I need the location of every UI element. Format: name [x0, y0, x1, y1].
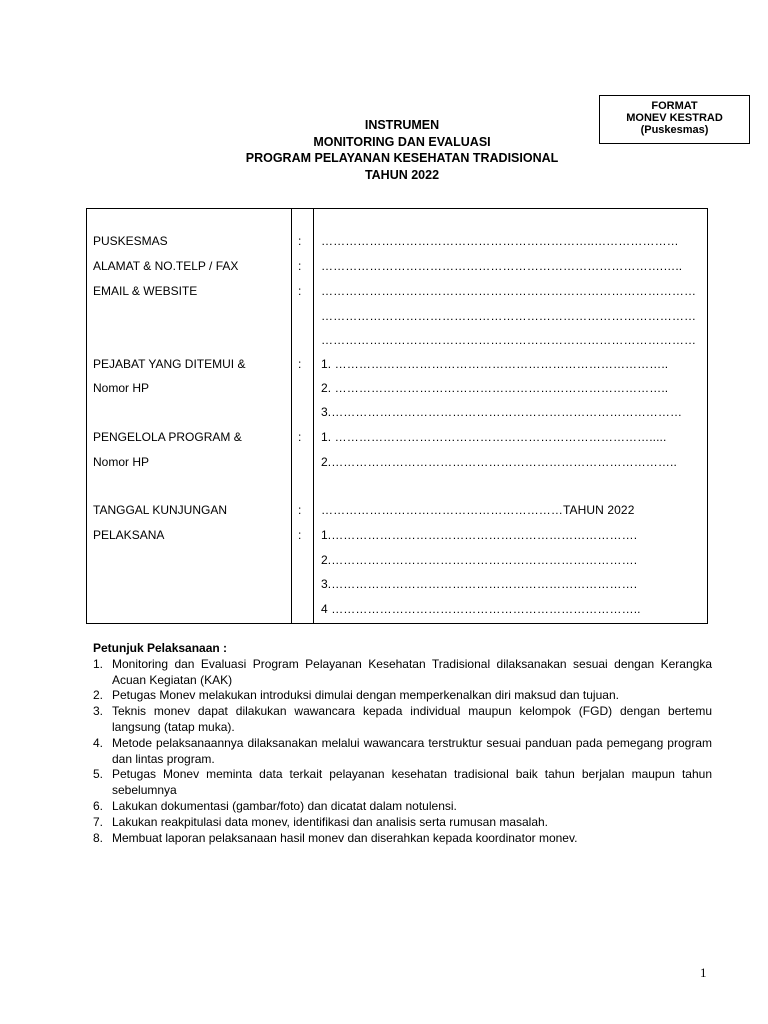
- label-tanggal: TANGGAL KUNJUNGAN: [93, 503, 228, 517]
- instruction-number: 2.: [93, 688, 104, 703]
- label-pengelola: PENGELOLA PROGRAM &: [93, 430, 242, 444]
- field-pelaksana-1[interactable]: 1.………………………………………………………………….: [321, 528, 638, 542]
- field-email-extra[interactable]: …………………………………………………………………………………: [321, 333, 697, 347]
- label-pejabat: PEJABAT YANG DITEMUI &: [93, 357, 246, 371]
- field-pejabat-2[interactable]: 2. ………………………………………………………………………..: [321, 381, 669, 395]
- colon: :: [298, 503, 302, 517]
- format-label: FORMAT: [651, 100, 698, 112]
- field-pejabat-1[interactable]: 1. ………………………………………………………………………..: [321, 357, 669, 371]
- instruction-text: Teknis monev dapat dilakukan wawancara kepada individual maupun kelompok (FGD) dengan bertemu langsung (tatap muka).: [112, 704, 712, 734]
- instruction-item: [93, 815, 712, 831]
- document-title: [200, 117, 604, 183]
- instruction-text: Lakukan dokumentasi (gambar/foto) dan dicatat dalam notulensi.: [112, 798, 457, 813]
- field-puskesmas[interactable]: …………………………………………………………..…………………: [321, 234, 679, 248]
- field-pengelola-1[interactable]: 1. …………………………………………………………………….....: [321, 430, 667, 444]
- colon: :: [298, 234, 302, 248]
- instruction-item: [93, 657, 712, 689]
- title-line-2: MONITORING DAN EVALUASI: [313, 134, 491, 149]
- instruction-number: 4.: [93, 735, 104, 750]
- label-pengelola-hp: Nomor HP: [93, 455, 150, 469]
- title-line-1: INSTRUMEN: [364, 118, 440, 132]
- format-subtitle: (Puskesmas): [640, 124, 709, 136]
- label-pejabat-hp: Nomor HP: [93, 381, 150, 395]
- colon: :: [298, 528, 302, 542]
- instruction-item: [93, 736, 712, 768]
- field-pelaksana-4[interactable]: 4 …………………………………………………………………..: [321, 602, 641, 616]
- label-puskesmas: PUSKESMAS: [93, 234, 168, 248]
- field-pejabat-3[interactable]: 3.……………………………………………………………………………: [321, 405, 683, 419]
- colon: :: [298, 430, 302, 444]
- label-pelaksana: PELAKSANA: [93, 528, 165, 542]
- instructions-title: Petunjuk Pelaksanaan :: [93, 641, 228, 655]
- instruction-text: Metode pelaksanaannya dilaksanakan melalui wawancara terstruktur sesuai panduan pada pemegang program dan lintas program.: [112, 735, 712, 766]
- page-number: 1: [700, 965, 707, 980]
- instruction-text: Petugas Monev meminta data terkait pelayanan kesehatan tradisional baik tahun berjalan maupun tahun sebelumnya: [112, 767, 712, 798]
- instruction-number: 6.: [93, 798, 104, 813]
- format-box: [599, 95, 750, 144]
- field-tanggal[interactable]: ……………………………………………………TAHUN 2022: [321, 503, 635, 517]
- colon: :: [298, 357, 302, 371]
- title-line-4: TAHUN 2022: [364, 167, 440, 182]
- colon: :: [298, 259, 302, 273]
- label-alamat: ALAMAT & NO.TELP / FAX: [93, 259, 239, 273]
- instruction-text: Monitoring dan Evaluasi Program Pelayanan Kesehatan Tradisional dilaksanakan sesuai dengan Kerangka Acuan Kegiatan (KAK): [112, 656, 712, 687]
- instruction-text: Lakukan reakpitulasi data monev, identifikasi dan analisis serta rumusan masalah.: [112, 814, 549, 829]
- table-divider-2: [313, 209, 314, 623]
- instruction-text: Membuat laporan pelaksanaan hasil monev dan diserahkan kepada koordinator monev.: [112, 830, 578, 845]
- field-email[interactable]: …………………………………………………………………………………: [321, 284, 697, 298]
- field-email-extra[interactable]: …………………………………………………………………………………: [321, 309, 697, 323]
- instruction-item: [93, 831, 712, 847]
- format-name: MONEV KESTRAD: [626, 112, 723, 124]
- instruction-number: 5.: [93, 767, 104, 782]
- field-alamat[interactable]: ………………………………………………………………………….…..: [321, 259, 683, 273]
- instructions-list: [93, 657, 712, 847]
- table-divider-1: [291, 209, 292, 623]
- instruction-number: 1.: [93, 656, 104, 671]
- instruction-item: [93, 799, 712, 815]
- field-pelaksana-3[interactable]: 3.………………………………………………………………….: [321, 577, 638, 591]
- instruction-number: 3.: [93, 704, 104, 719]
- colon: :: [298, 284, 302, 298]
- instruction-number: 8.: [93, 830, 104, 845]
- field-pelaksana-2[interactable]: 2.………………………………………………………………….: [321, 553, 638, 567]
- instruction-item: [93, 767, 712, 799]
- instruction-number: 7.: [93, 814, 104, 829]
- instructions: [93, 641, 712, 846]
- instruction-text: Petugas Monev melakukan introduksi dimulai dengan memperkenalkan diri maksud dan tujuan.: [112, 688, 619, 703]
- title-line-3: PROGRAM PELAYANAN KESEHATAN TRADISIONAL: [245, 151, 559, 165]
- label-email: EMAIL & WEBSITE: [93, 284, 198, 298]
- field-pengelola-2[interactable]: 2.…………………………………………………………………………..: [321, 455, 677, 469]
- instruction-item: [93, 688, 712, 704]
- instruction-item: [93, 704, 712, 736]
